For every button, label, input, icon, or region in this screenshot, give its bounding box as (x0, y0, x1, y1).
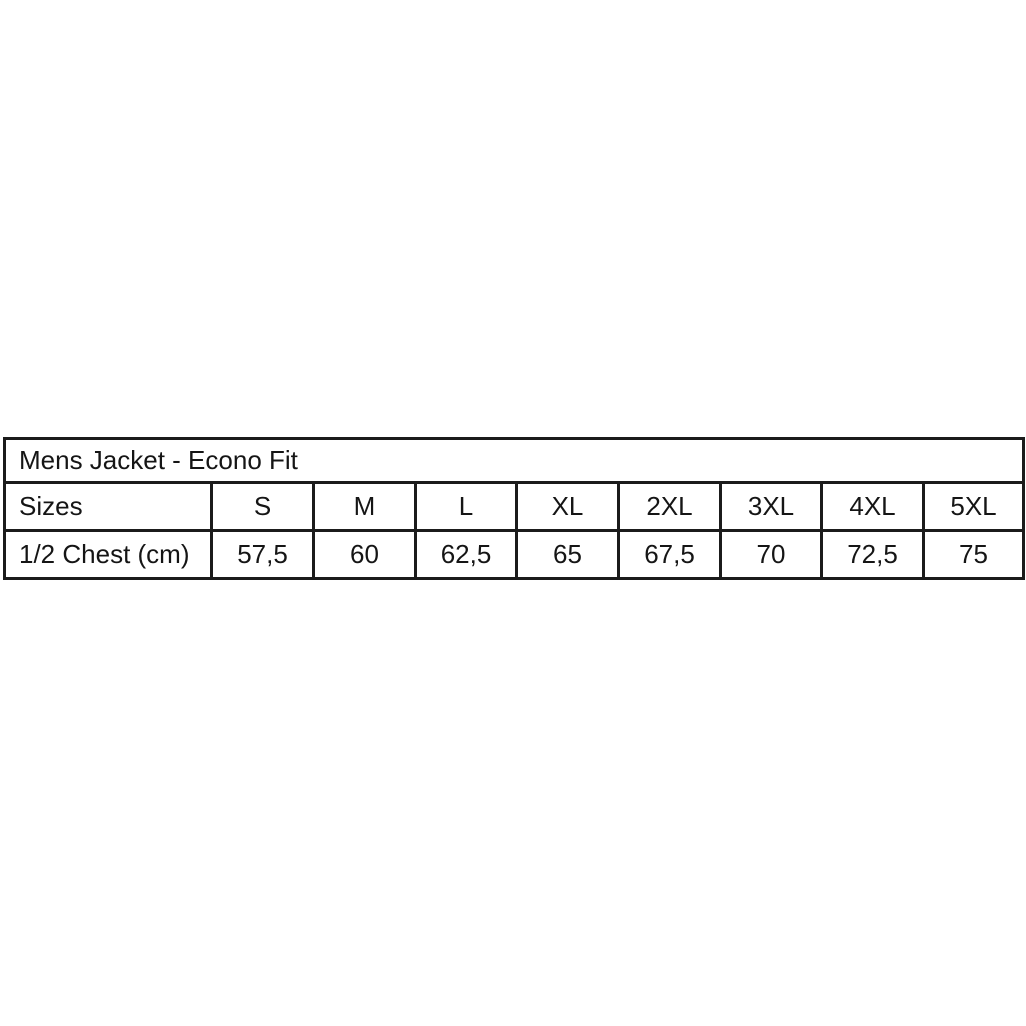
chest-value-l: 62,5 (416, 531, 517, 579)
sizes-header-row (5, 483, 1024, 531)
chest-value-m: 60 (314, 531, 416, 579)
sizes-row-label: Sizes (5, 483, 212, 531)
table-title: Mens Jacket - Econo Fit (5, 439, 1024, 483)
size-header-m: M (314, 483, 416, 531)
table-title-row (5, 439, 1024, 483)
chest-value-2xl: 67,5 (619, 531, 721, 579)
size-header-s: S (212, 483, 314, 531)
size-chart-table (3, 437, 1025, 580)
chest-value-3xl: 70 (721, 531, 822, 579)
chest-value-xl: 65 (517, 531, 619, 579)
chest-row-label: 1/2 Chest (cm) (5, 531, 212, 579)
size-header-5xl: 5XL (924, 483, 1024, 531)
size-header-l: L (416, 483, 517, 531)
chest-measurement-row (5, 531, 1024, 579)
size-header-4xl: 4XL (822, 483, 924, 531)
size-header-3xl: 3XL (721, 483, 822, 531)
size-header-xl: XL (517, 483, 619, 531)
chest-value-s: 57,5 (212, 531, 314, 579)
chest-value-4xl: 72,5 (822, 531, 924, 579)
size-header-2xl: 2XL (619, 483, 721, 531)
chest-value-5xl: 75 (924, 531, 1024, 579)
